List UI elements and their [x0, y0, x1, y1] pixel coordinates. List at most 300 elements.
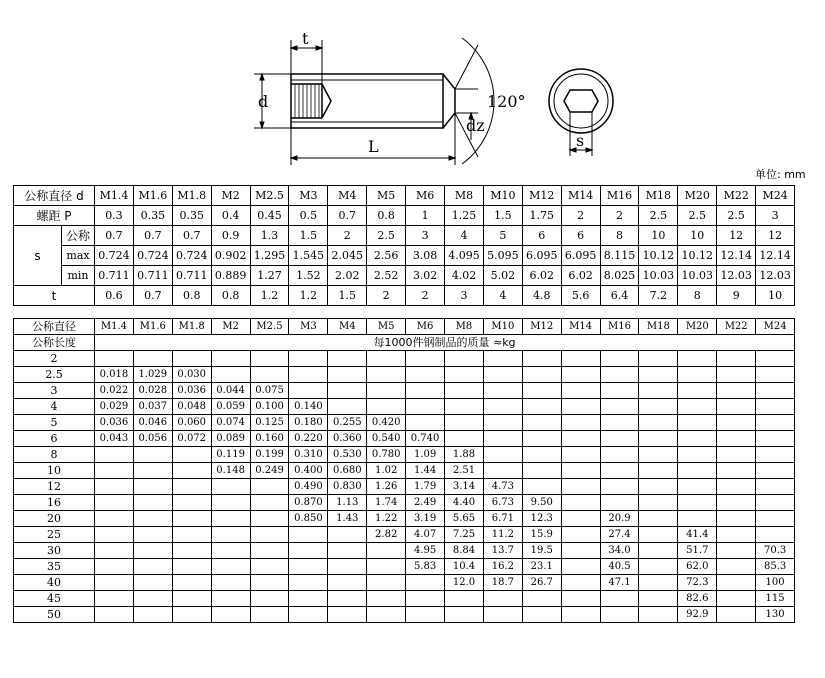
mass-value-cell — [600, 431, 639, 447]
mass-value-cell — [483, 463, 522, 479]
hex-socket — [564, 90, 598, 112]
mass-value-cell — [95, 447, 134, 463]
mass-value-cell — [445, 415, 484, 431]
mass-value-cell: 0.089 — [211, 431, 250, 447]
mass-value-cell: 0.540 — [367, 431, 406, 447]
t-cell: 8 — [678, 286, 717, 306]
mass-value-cell — [561, 367, 600, 383]
t-cell: 0.7 — [133, 286, 172, 306]
mass-value-cell — [406, 415, 445, 431]
mass-value-cell — [445, 351, 484, 367]
mass-row — [14, 575, 795, 591]
pitch-cell: 0.5 — [289, 206, 328, 226]
mass-value-cell — [639, 575, 678, 591]
mass-value-cell — [756, 511, 795, 527]
mass-size-header-cell: M20 — [678, 319, 717, 335]
mass-value-cell — [133, 463, 172, 479]
pitch-cell: 1.25 — [445, 206, 484, 226]
mass-value-cell — [95, 495, 134, 511]
mass-value-cell: 11.2 — [483, 527, 522, 543]
mass-value-cell — [522, 463, 561, 479]
mass-value-cell: 0.037 — [133, 399, 172, 415]
mass-value-cell — [289, 607, 328, 623]
mass-row — [14, 351, 795, 367]
mass-value-cell — [639, 543, 678, 559]
length-cell: 8 — [14, 447, 95, 463]
mass-value-cell — [133, 607, 172, 623]
mass-value-cell — [639, 479, 678, 495]
mass-value-cell: 10.4 — [445, 559, 484, 575]
mass-size-header-cell: M1.4 — [95, 319, 134, 335]
mass-size-header-cell: M10 — [483, 319, 522, 335]
mass-value-cell — [756, 367, 795, 383]
mass-value-cell — [483, 591, 522, 607]
mass-value-cell: 0.044 — [211, 383, 250, 399]
size-header-cell: M2.5 — [250, 186, 289, 206]
mass-value-cell — [133, 511, 172, 527]
pitch-cell: 3 — [756, 206, 795, 226]
length-cell: 2.5 — [14, 367, 95, 383]
mass-value-cell — [678, 479, 717, 495]
mass-value-cell — [600, 367, 639, 383]
mass-value-cell — [561, 591, 600, 607]
mass-size-header-cell: M22 — [717, 319, 756, 335]
size-header-cell: M14 — [561, 186, 600, 206]
mass-length-label: 公称长度 — [14, 335, 95, 351]
t-cell: 0.6 — [95, 286, 134, 306]
s-min-cell: 12.03 — [756, 266, 795, 286]
mass-value-cell — [289, 367, 328, 383]
mass-value-cell — [95, 575, 134, 591]
s-min-cell: 10.03 — [639, 266, 678, 286]
spec-row-s-nominal — [14, 226, 795, 246]
mass-value-cell — [639, 431, 678, 447]
end-view-outer — [549, 69, 613, 133]
mass-value-cell: 115 — [756, 591, 795, 607]
s-max-cell: 6.095 — [561, 246, 600, 266]
mass-value-cell — [522, 399, 561, 415]
s-nominal-cell: 2 — [328, 226, 367, 246]
s-nominal-cell: 12 — [756, 226, 795, 246]
mass-value-cell — [250, 495, 289, 511]
mass-value-cell — [717, 383, 756, 399]
mass-value-cell: 0.072 — [172, 431, 211, 447]
mass-value-cell — [95, 463, 134, 479]
mass-value-cell — [522, 447, 561, 463]
mass-value-cell — [639, 447, 678, 463]
mass-value-cell — [639, 399, 678, 415]
mass-value-cell — [211, 607, 250, 623]
mass-value-cell — [561, 399, 600, 415]
t-cell: 1.5 — [328, 286, 367, 306]
s-min-cell: 5.02 — [483, 266, 522, 286]
t-cell: 7.2 — [639, 286, 678, 306]
mass-value-cell: 3.19 — [406, 511, 445, 527]
mass-value-cell: 0.075 — [250, 383, 289, 399]
mass-value-cell — [522, 367, 561, 383]
s-min-cell: 3.02 — [406, 266, 445, 286]
mass-value-cell: 0.870 — [289, 495, 328, 511]
mass-value-cell: 0.780 — [367, 447, 406, 463]
mass-value-cell — [522, 415, 561, 431]
mass-value-cell: 0.046 — [133, 415, 172, 431]
mass-caption: 每1000件钢制品的质量 ≈kg — [95, 335, 795, 351]
mass-value-cell — [172, 607, 211, 623]
mass-value-cell — [678, 415, 717, 431]
mass-value-cell — [561, 543, 600, 559]
mass-value-cell — [95, 559, 134, 575]
mass-value-cell — [717, 591, 756, 607]
dim-label-s: s — [576, 131, 585, 150]
mass-value-cell — [561, 463, 600, 479]
mass-value-cell: 0.180 — [289, 415, 328, 431]
mass-value-cell — [95, 607, 134, 623]
mass-value-cell — [756, 431, 795, 447]
mass-value-cell — [717, 351, 756, 367]
mass-value-cell: 1.79 — [406, 479, 445, 495]
mass-value-cell — [717, 543, 756, 559]
mass-size-header-cell: M2.5 — [250, 319, 289, 335]
mass-value-cell — [172, 559, 211, 575]
pitch-cell: 0.45 — [250, 206, 289, 226]
s-max-cell: 0.724 — [172, 246, 211, 266]
mass-value-cell: 0.028 — [133, 383, 172, 399]
mass-value-cell — [133, 447, 172, 463]
mass-value-cell — [483, 431, 522, 447]
mass-value-cell — [250, 607, 289, 623]
mass-value-cell: 0.074 — [211, 415, 250, 431]
mass-value-cell: 0.036 — [172, 383, 211, 399]
mass-value-cell — [445, 383, 484, 399]
s-nominal-cell: 0.7 — [172, 226, 211, 246]
size-header-cell: M20 — [678, 186, 717, 206]
mass-row — [14, 431, 795, 447]
mass-value-cell — [483, 383, 522, 399]
size-header-cell: M5 — [367, 186, 406, 206]
mass-value-cell — [600, 463, 639, 479]
pitch-cell: 1.5 — [483, 206, 522, 226]
spec-row-pitch — [14, 206, 795, 226]
s-max-cell: 0.902 — [211, 246, 250, 266]
s-nominal-cell: 8 — [600, 226, 639, 246]
length-cell: 4 — [14, 399, 95, 415]
mass-value-cell: 1.029 — [133, 367, 172, 383]
mass-size-header-cell: M12 — [522, 319, 561, 335]
mass-size-header-cell: M16 — [600, 319, 639, 335]
pitch-cell: 2.5 — [717, 206, 756, 226]
mass-value-cell: 51.7 — [678, 543, 717, 559]
mass-row-diameter — [14, 319, 795, 335]
mass-value-cell: 0.490 — [289, 479, 328, 495]
size-header-cell: M8 — [445, 186, 484, 206]
mass-value-cell — [367, 591, 406, 607]
mass-value-cell — [172, 527, 211, 543]
mass-value-cell — [483, 351, 522, 367]
mass-row — [14, 511, 795, 527]
mass-value-cell: 0.400 — [289, 463, 328, 479]
mass-value-cell: 23.1 — [522, 559, 561, 575]
spec-table — [13, 185, 795, 306]
size-header-cell: M4 — [328, 186, 367, 206]
size-header-cell: M2 — [211, 186, 250, 206]
s-nominal-cell: 5 — [483, 226, 522, 246]
mass-value-cell: 0.100 — [250, 399, 289, 415]
mass-value-cell — [133, 543, 172, 559]
mass-value-cell: 0.850 — [289, 511, 328, 527]
s-max-cell: 12.14 — [756, 246, 795, 266]
pitch-label: 螺距 P — [14, 206, 95, 226]
mass-value-cell: 0.255 — [328, 415, 367, 431]
s-max-cell: 10.12 — [639, 246, 678, 266]
mass-value-cell — [678, 463, 717, 479]
s-min-cell: 0.711 — [172, 266, 211, 286]
mass-value-cell — [639, 495, 678, 511]
length-cell: 30 — [14, 543, 95, 559]
mass-value-cell: 15.9 — [522, 527, 561, 543]
mass-value-cell: 16.2 — [483, 559, 522, 575]
mass-value-cell: 9.50 — [522, 495, 561, 511]
mass-value-cell — [678, 511, 717, 527]
mass-value-cell — [600, 495, 639, 511]
mass-value-cell: 4.40 — [445, 495, 484, 511]
mass-value-cell — [756, 527, 795, 543]
mass-value-cell — [211, 543, 250, 559]
s-nominal-cell: 10 — [678, 226, 717, 246]
mass-value-cell — [639, 591, 678, 607]
mass-value-cell — [367, 559, 406, 575]
dim-label-d: d — [258, 92, 269, 111]
mass-value-cell: 0.360 — [328, 431, 367, 447]
mass-value-cell — [250, 351, 289, 367]
mass-value-cell — [250, 527, 289, 543]
mass-value-cell — [133, 479, 172, 495]
mass-value-cell — [756, 383, 795, 399]
t-cell: 1.2 — [250, 286, 289, 306]
mass-value-cell — [289, 575, 328, 591]
s-min-cell: 0.711 — [133, 266, 172, 286]
mass-value-cell: 18.7 — [483, 575, 522, 591]
s-max-cell: 2.56 — [367, 246, 406, 266]
size-header-cell: M6 — [406, 186, 445, 206]
mass-value-cell — [95, 479, 134, 495]
spec-row-s-min — [14, 266, 795, 286]
mass-row — [14, 479, 795, 495]
mass-value-cell: 1.74 — [367, 495, 406, 511]
mass-value-cell: 0.048 — [172, 399, 211, 415]
mass-row — [14, 559, 795, 575]
spec-row-s-max — [14, 246, 795, 266]
mass-value-cell — [95, 543, 134, 559]
mass-value-cell — [717, 479, 756, 495]
mass-value-cell — [250, 575, 289, 591]
mass-value-cell — [639, 367, 678, 383]
mass-value-cell — [328, 591, 367, 607]
mass-value-cell — [367, 399, 406, 415]
mass-value-cell — [328, 527, 367, 543]
s-min-cell: 2.52 — [367, 266, 406, 286]
s-nominal-cell: 2.5 — [367, 226, 406, 246]
mass-value-cell — [600, 479, 639, 495]
mass-value-cell — [717, 511, 756, 527]
length-cell: 25 — [14, 527, 95, 543]
pitch-cell: 0.4 — [211, 206, 250, 226]
s-max-cell: 1.295 — [250, 246, 289, 266]
mass-value-cell — [406, 383, 445, 399]
s-min-cell: 2.02 — [328, 266, 367, 286]
mass-value-cell — [133, 575, 172, 591]
s-min-cell: 1.52 — [289, 266, 328, 286]
mass-value-cell: 0.220 — [289, 431, 328, 447]
mass-value-cell — [756, 447, 795, 463]
mass-value-cell: 2.49 — [406, 495, 445, 511]
mass-value-cell — [289, 527, 328, 543]
t-cell: 3 — [445, 286, 484, 306]
mass-value-cell: 13.7 — [483, 543, 522, 559]
mass-value-cell — [172, 351, 211, 367]
length-cell: 45 — [14, 591, 95, 607]
t-cell: 0.8 — [172, 286, 211, 306]
length-cell: 12 — [14, 479, 95, 495]
mass-value-cell: 5.83 — [406, 559, 445, 575]
pitch-cell: 2 — [600, 206, 639, 226]
mass-value-cell — [250, 367, 289, 383]
mass-value-cell: 0.059 — [211, 399, 250, 415]
mass-value-cell: 0.310 — [289, 447, 328, 463]
mass-size-header-cell: M4 — [328, 319, 367, 335]
mass-value-cell: 41.4 — [678, 527, 717, 543]
mass-value-cell — [717, 607, 756, 623]
s-nominal-cell: 4 — [445, 226, 484, 246]
mass-diameter-label: 公称直径 — [14, 319, 95, 335]
mass-value-cell — [250, 591, 289, 607]
s-max-cell: 4.095 — [445, 246, 484, 266]
mass-value-cell — [367, 351, 406, 367]
mass-value-cell: 1.88 — [445, 447, 484, 463]
mass-value-cell — [133, 591, 172, 607]
length-cell: 20 — [14, 511, 95, 527]
s-nominal-cell: 10 — [639, 226, 678, 246]
mass-value-cell: 2.51 — [445, 463, 484, 479]
mass-value-cell — [95, 351, 134, 367]
mass-value-cell: 70.3 — [756, 543, 795, 559]
s-min-cell: 0.711 — [95, 266, 134, 286]
dim-label-angle: 120° — [487, 92, 526, 111]
mass-value-cell — [717, 431, 756, 447]
mass-value-cell — [600, 351, 639, 367]
mass-value-cell — [133, 559, 172, 575]
mass-value-cell: 4.95 — [406, 543, 445, 559]
mass-value-cell — [600, 607, 639, 623]
mass-row — [14, 383, 795, 399]
mass-value-cell — [483, 399, 522, 415]
mass-value-cell — [561, 383, 600, 399]
mass-value-cell: 130 — [756, 607, 795, 623]
t-cell: 1.2 — [289, 286, 328, 306]
t-cell: 0.8 — [211, 286, 250, 306]
mass-value-cell — [561, 527, 600, 543]
mass-value-cell — [561, 575, 600, 591]
mass-value-cell — [639, 559, 678, 575]
mass-value-cell — [522, 591, 561, 607]
mass-value-cell — [328, 367, 367, 383]
mass-value-cell — [445, 399, 484, 415]
mass-value-cell — [561, 431, 600, 447]
mass-value-cell: 62.0 — [678, 559, 717, 575]
mass-value-cell — [328, 575, 367, 591]
mass-row — [14, 463, 795, 479]
s-nominal-cell: 1.5 — [289, 226, 328, 246]
mass-value-cell: 0.420 — [367, 415, 406, 431]
t-cell: 10 — [756, 286, 795, 306]
mass-value-cell — [678, 399, 717, 415]
pitch-cell: 2.5 — [639, 206, 678, 226]
mass-row — [14, 591, 795, 607]
mass-value-cell: 0.830 — [328, 479, 367, 495]
s-nominal-cell: 1.3 — [250, 226, 289, 246]
mass-value-cell: 1.09 — [406, 447, 445, 463]
mass-value-cell: 20.9 — [600, 511, 639, 527]
mass-value-cell — [211, 575, 250, 591]
mass-value-cell — [289, 351, 328, 367]
mass-value-cell — [328, 351, 367, 367]
mass-value-cell: 92.9 — [678, 607, 717, 623]
mass-value-cell — [483, 447, 522, 463]
s-max-cell: 10.12 — [678, 246, 717, 266]
mass-value-cell — [639, 527, 678, 543]
size-header-cell: M3 — [289, 186, 328, 206]
mass-value-cell — [445, 431, 484, 447]
t-label: t — [14, 286, 95, 306]
mass-value-cell — [172, 575, 211, 591]
mass-row — [14, 543, 795, 559]
mass-row — [14, 495, 795, 511]
mass-value-cell: 0.018 — [95, 367, 134, 383]
mass-value-cell: 0.030 — [172, 367, 211, 383]
s-min-cell: 6.02 — [522, 266, 561, 286]
spec-row-t — [14, 286, 795, 306]
mass-value-cell — [328, 543, 367, 559]
mass-value-cell: 0.140 — [289, 399, 328, 415]
mass-value-cell — [445, 367, 484, 383]
t-cell: 9 — [717, 286, 756, 306]
cone-point — [443, 74, 455, 128]
mass-value-cell — [289, 543, 328, 559]
mass-value-cell — [250, 479, 289, 495]
mass-value-cell — [522, 607, 561, 623]
mass-value-cell — [367, 367, 406, 383]
pitch-cell: 0.35 — [172, 206, 211, 226]
mass-value-cell — [172, 495, 211, 511]
mass-value-cell — [717, 367, 756, 383]
mass-value-cell — [639, 607, 678, 623]
mass-value-cell — [133, 527, 172, 543]
pitch-cell: 0.35 — [133, 206, 172, 226]
size-header-cell: M22 — [717, 186, 756, 206]
mass-value-cell — [172, 479, 211, 495]
mass-value-cell — [328, 383, 367, 399]
mass-size-header-cell: M5 — [367, 319, 406, 335]
mass-size-header-cell: M1.6 — [133, 319, 172, 335]
pitch-cell: 0.3 — [95, 206, 134, 226]
s-min-cell: 6.02 — [561, 266, 600, 286]
mass-value-cell — [561, 607, 600, 623]
mass-value-cell — [717, 575, 756, 591]
mass-value-cell: 1.22 — [367, 511, 406, 527]
mass-value-cell — [717, 415, 756, 431]
screw-body-outline — [291, 74, 443, 128]
mass-value-cell: 19.5 — [522, 543, 561, 559]
t-cell: 2 — [406, 286, 445, 306]
